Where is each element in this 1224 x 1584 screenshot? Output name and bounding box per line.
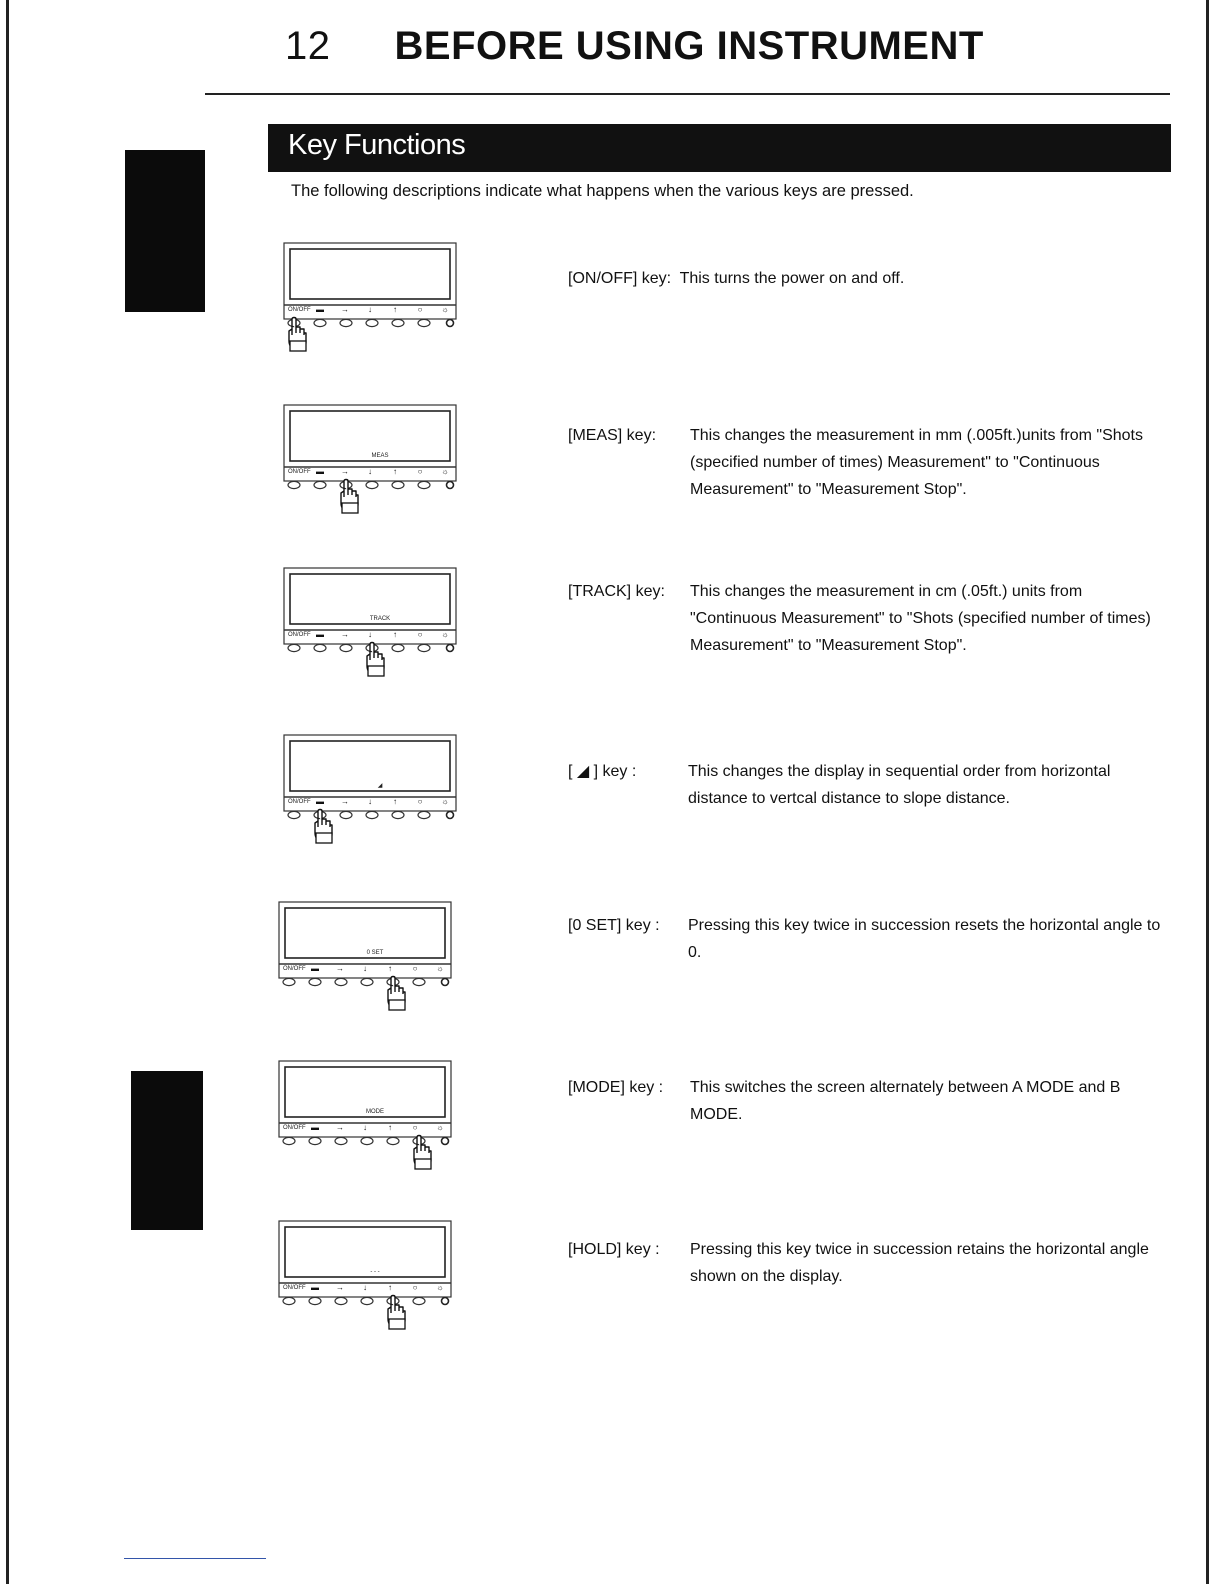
- lcd-screen: [285, 1227, 445, 1277]
- key-button-icon: [418, 644, 430, 651]
- lcd-display-text: 0 SET: [366, 950, 384, 956]
- lcd-display-text: TRACK: [369, 616, 391, 622]
- key-symbol-icon: →: [341, 630, 349, 639]
- key-symbol-icon: ↓: [363, 964, 367, 973]
- key-label: [HOLD] key :: [568, 1241, 660, 1258]
- key-button-icon: [447, 645, 454, 652]
- on-off-label: ON/OFF: [288, 632, 311, 638]
- key-symbol-icon: ▬: [316, 797, 324, 806]
- key-button-icon: [335, 1297, 347, 1304]
- hand-cuff: [389, 1000, 405, 1010]
- key-symbol-icon: →: [336, 1123, 344, 1132]
- key-symbol-icon: ○: [417, 305, 423, 314]
- key-label: [MODE] key :: [568, 1079, 664, 1096]
- key-description: [568, 265, 1173, 292]
- key-button-icon: [392, 481, 404, 488]
- footer-rule: [124, 1558, 266, 1559]
- key-symbol-icon: ▬: [311, 964, 319, 973]
- section-banner: [268, 124, 1171, 172]
- key-description: [568, 578, 1173, 659]
- lcd-screen: [285, 1067, 445, 1117]
- section-title: Key Functions: [288, 129, 466, 161]
- intro-text: The following descriptions indicate what happens when the various keys are pressed.: [291, 182, 914, 200]
- key-button-icon: [447, 482, 454, 489]
- key-button-icon: [418, 481, 430, 488]
- key-symbol-icon: →: [341, 305, 349, 314]
- key-button-icon: [314, 644, 326, 651]
- key-button-icon: [288, 644, 300, 651]
- key-symbol-icon: ↑: [393, 797, 397, 806]
- key-symbol-icon: ↑: [393, 630, 397, 639]
- key-symbol-icon: ↓: [363, 1123, 367, 1132]
- pressing-hand-icon: [388, 1296, 405, 1330]
- chapter-title: BEFORE USING INSTRUMENT: [394, 24, 984, 68]
- key-symbol-icon: ☼: [441, 467, 449, 476]
- pressing-hand-icon: [341, 480, 358, 514]
- key-label: [ON/OFF] key:: [568, 270, 672, 287]
- key-symbol-icon: ▬: [316, 630, 324, 639]
- key-description: [568, 422, 1173, 503]
- key-button-icon: [283, 1297, 295, 1304]
- key-button-icon: [442, 1298, 449, 1305]
- key-text: This changes the measurement in mm (.005ft.)units from "Shots (specified number of times) Measurement" to "Continuous Measurement" to "Measurement Stop".: [690, 427, 1143, 498]
- key-symbol-icon: ▬: [316, 467, 324, 476]
- key-symbol-icon: ○: [417, 797, 423, 806]
- key-symbol-icon: →: [336, 1283, 344, 1292]
- key-button-icon: [392, 644, 404, 651]
- key-description: [568, 1074, 1173, 1128]
- page-edge-right: [1206, 0, 1209, 1584]
- page-header: [285, 24, 984, 69]
- page-number: 12: [285, 24, 331, 68]
- key-button-icon: [361, 978, 373, 985]
- key-description: [568, 912, 1173, 966]
- on-off-label: ON/OFF: [288, 469, 311, 475]
- key-button-icon: [340, 319, 352, 326]
- key-button-icon: [413, 1297, 425, 1304]
- pressing-hand-icon: [388, 977, 405, 1011]
- on-off-label: ON/OFF: [288, 799, 311, 805]
- header-rule: [205, 93, 1170, 95]
- page-edge-left: [6, 0, 9, 1584]
- key-button-icon: [283, 978, 295, 985]
- hand-cuff: [316, 833, 332, 843]
- key-symbol-icon: ☼: [441, 630, 449, 639]
- key-symbol-icon: →: [341, 797, 349, 806]
- key-symbol-icon: ☼: [436, 964, 444, 973]
- key-text: This changes the display in sequential order from horizontal distance to vertcal distance to slope distance.: [688, 763, 1111, 807]
- key-button-icon: [361, 1137, 373, 1144]
- key-text: This turns the power on and off.: [679, 270, 905, 287]
- key-symbol-icon: →: [341, 467, 349, 476]
- key-button-icon: [361, 1297, 373, 1304]
- key-symbol-icon: ↓: [368, 630, 372, 639]
- key-button-icon: [447, 320, 454, 327]
- panel-diagram-meas: [280, 403, 480, 523]
- key-symbol-icon: ▬: [311, 1283, 319, 1292]
- key-button-icon: [418, 319, 430, 326]
- key-symbol-icon: ○: [417, 467, 423, 476]
- key-button-icon: [309, 978, 321, 985]
- key-button-icon: [418, 811, 430, 818]
- key-button-icon: [340, 644, 352, 651]
- key-symbol-icon: ↑: [388, 1283, 392, 1292]
- key-label: [ ◢ ] key :: [568, 763, 637, 780]
- panel-diagram-mode: [275, 1059, 475, 1179]
- key-button-icon: [335, 978, 347, 985]
- key-button-icon: [392, 811, 404, 818]
- key-text: Pressing this key twice in succession retains the horizontal angle shown on the display.: [690, 1241, 1149, 1285]
- panel-diagram-track: [280, 566, 480, 686]
- key-symbol-icon: ↓: [368, 305, 372, 314]
- key-symbol-icon: ○: [417, 630, 423, 639]
- lcd-display-text: ◢: [377, 783, 383, 789]
- key-label: [0 SET] key :: [568, 917, 660, 934]
- key-symbol-icon: ☼: [436, 1283, 444, 1292]
- key-button-icon: [366, 319, 378, 326]
- panel-diagram-on-off: [280, 241, 480, 361]
- panel-diagram-hold: [275, 1219, 475, 1339]
- key-symbol-icon: ○: [412, 1283, 418, 1292]
- key-label: [TRACK] key:: [568, 583, 665, 600]
- key-button-icon: [392, 319, 404, 326]
- panel-diagram-distance: [280, 733, 480, 853]
- key-symbol-icon: ↓: [368, 467, 372, 476]
- lcd-screen: [290, 741, 450, 791]
- lcd-display-text: - - -: [370, 1269, 380, 1275]
- hand-cuff: [342, 503, 358, 513]
- key-symbol-icon: ○: [412, 964, 418, 973]
- key-symbol-icon: ▬: [316, 305, 324, 314]
- index-tab-bottom: [131, 1071, 203, 1230]
- on-off-label: ON/OFF: [283, 1285, 306, 1291]
- key-button-icon: [387, 1137, 399, 1144]
- panel-diagram-0set: [275, 900, 475, 1020]
- key-symbol-icon: ↑: [388, 964, 392, 973]
- key-button-icon: [366, 481, 378, 488]
- key-button-icon: [335, 1137, 347, 1144]
- key-text: This changes the measurement in cm (.05ft.) units from "Continuous Measurement" to "Shots (specified number of times) Measurement" to "Measurement Stop".: [690, 583, 1151, 654]
- key-button-icon: [366, 811, 378, 818]
- key-symbol-icon: ▬: [311, 1123, 319, 1132]
- key-symbol-icon: ↓: [363, 1283, 367, 1292]
- key-button-icon: [288, 811, 300, 818]
- key-button-icon: [309, 1137, 321, 1144]
- key-button-icon: [447, 812, 454, 819]
- lcd-screen: [285, 908, 445, 958]
- key-symbol-icon: ○: [412, 1123, 418, 1132]
- hand-cuff: [389, 1319, 405, 1329]
- lcd-display-text: MEAS: [371, 453, 389, 459]
- key-symbol-icon: ↑: [393, 467, 397, 476]
- key-description: [568, 758, 1173, 812]
- lcd-display-text: MODE: [366, 1109, 384, 1115]
- key-symbol-icon: ↓: [368, 797, 372, 806]
- key-button-icon: [314, 481, 326, 488]
- key-button-icon: [340, 811, 352, 818]
- key-button-icon: [309, 1297, 321, 1304]
- on-off-label: ON/OFF: [288, 307, 311, 313]
- pressing-hand-icon: [315, 810, 332, 844]
- key-button-icon: [442, 979, 449, 986]
- pressing-hand-icon: [414, 1136, 431, 1170]
- key-button-icon: [314, 319, 326, 326]
- hand-cuff: [290, 341, 306, 351]
- key-text: This switches the screen alternately between A MODE and B MODE.: [690, 1079, 1121, 1123]
- key-symbol-icon: ☼: [441, 305, 449, 314]
- hand-cuff: [415, 1159, 431, 1169]
- index-tab-top: [125, 150, 205, 312]
- on-off-label: ON/OFF: [283, 966, 306, 972]
- key-button-icon: [288, 481, 300, 488]
- pressing-hand-icon: [289, 318, 306, 352]
- hand-cuff: [368, 666, 384, 676]
- on-off-label: ON/OFF: [283, 1125, 306, 1131]
- key-button-icon: [413, 978, 425, 985]
- key-label: [MEAS] key:: [568, 427, 657, 444]
- key-button-icon: [283, 1137, 295, 1144]
- key-symbol-icon: ☼: [436, 1123, 444, 1132]
- key-symbol-icon: ↑: [388, 1123, 392, 1132]
- key-symbol-icon: ↑: [393, 305, 397, 314]
- key-symbol-icon: →: [336, 964, 344, 973]
- lcd-screen: [290, 249, 450, 299]
- pressing-hand-icon: [367, 643, 384, 677]
- key-button-icon: [442, 1138, 449, 1145]
- lcd-screen: [290, 411, 450, 461]
- key-text: Pressing this key twice in succession resets the horizontal angle to 0.: [688, 917, 1161, 961]
- key-symbol-icon: ☼: [441, 797, 449, 806]
- key-description: [568, 1236, 1173, 1290]
